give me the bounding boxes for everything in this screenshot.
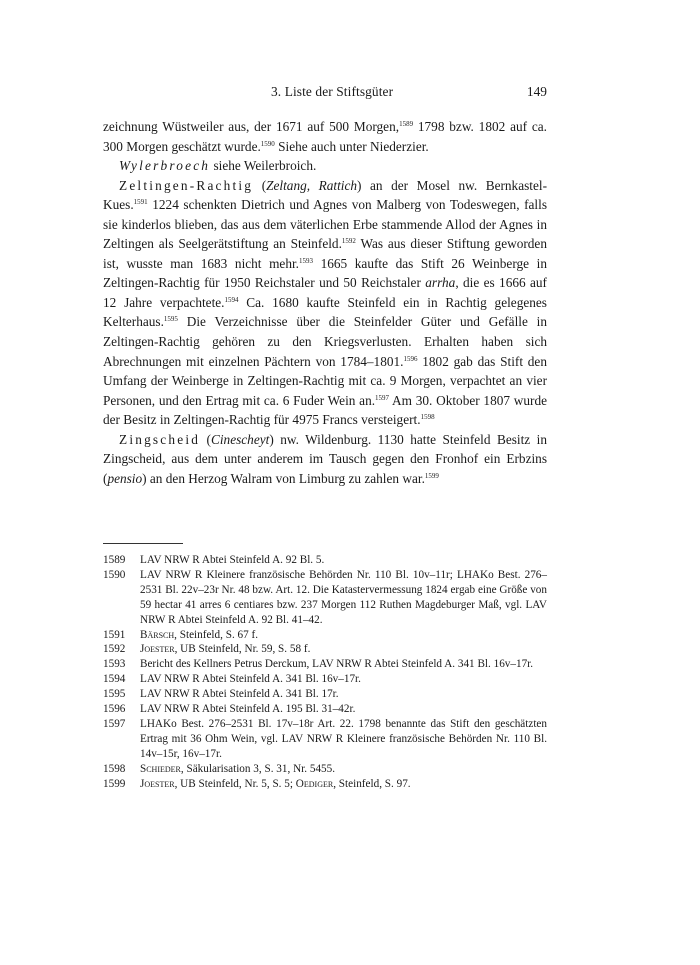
footnote-number: 1597 bbox=[103, 717, 126, 730]
paragraph-zeltingen-rachtig: Zeltingen-Rachtig (Zeltang, Rattich) an der Mosel nw. Bernkastel-Kues.$^{1591}$ 1224 schenkten Dietrich und Agnes von Malberg von Todeswegen, falls sie kinderlos blieben, das aus dem väterlichen Erbe stammende Allod der Agnes in Zeltingen als Seelgerätstiftung an Steinfeld.$^{1592}$ Was aus dieser Stiftung geworden ist, wusste man 1683 nicht mehr.$^{1593}$ 1665 kaufte das Stift 26 Weinberge in Zeltingen-Rachtig für 1950 Reichstaler und 50 Reichstaler arrha, die es 1666 auf 12 Jahre verpachtete.$^{1594}$ Ca. 1680 kaufte Steinfeld ein in Rachtig gelegenes Kelterhaus.$^{1595}$ Die Verzeichnisse über die Steinfelder Güter und Gefälle in Zeltingen-Rachtig gehören zu den Kriegsverlusten. Erhalten haben sich Abrechnungen mit einzelnen Pächtern von 1784–1801.$^{1596}$ 1802 gab das Stift den Umfang der Weinberge in Zeltingen-Rachtig mit ca. 9 Morgen, verpachtet an vier Personen, und den Ertrag mit ca. 6 Fuder Wein an.$^{1597}$ Am 30. Oktober 1807 wurde der Besitz in Zeltingen-Rachtig für 4975 Francs versteigert.$^{1598}$ bbox=[103, 177, 547, 428]
footnote-number: 1593 bbox=[103, 658, 126, 671]
footnote: 1591 Bärsch, Steinfeld, S. 67 f. bbox=[103, 628, 259, 641]
footnote: 1589 LAV NRW R Abtei Steinfeld A. 92 Bl. 5. bbox=[103, 554, 325, 566]
footnote-number: 1589 bbox=[103, 554, 126, 566]
footnote-number: 1591 bbox=[103, 628, 126, 641]
footnote-number: 1590 bbox=[103, 568, 126, 581]
entry-heading: Zeltingen-Rachtig bbox=[119, 177, 254, 193]
page-number: 149 bbox=[526, 84, 547, 99]
footnote-ref[interactable]: 1596 bbox=[403, 354, 418, 363]
footnote: 1597 LHAKo Best. 276–2531 Bl. 17v–18r Art. 22. 1798 benannte das Stift den geschätzten Ertrag mit 36 Ohm Wein, vgl. LAV NRW R Kleinere französische Behörden Nr. 110 Bl. 14v–15r, 16v–17r. bbox=[103, 717, 547, 760]
author-name: Joester bbox=[140, 643, 175, 656]
author-name: Joester bbox=[140, 777, 175, 790]
running-title: 3. Liste der Stiftsgüter bbox=[271, 84, 394, 99]
footnote: 1598 Schieder, Säkularisation 3, S. 31, Nr. 5455. bbox=[103, 762, 336, 775]
paragraph-wuestweiler: zeichnung Wüstweiler aus, der 1671 auf 500 Morgen,$^{1589}$ 1798 bzw. 1802 auf ca. 300 Morgen geschätzt wurde.$^{1590}$ Siehe auch unter Niederzier. bbox=[103, 119, 547, 154]
footnote-divider bbox=[103, 543, 183, 544]
footnote-ref[interactable]: 1590 bbox=[260, 139, 275, 148]
footnote-ref[interactable]: 1593 bbox=[299, 256, 314, 265]
footnote-ref[interactable]: 1591 bbox=[133, 198, 148, 207]
entry-heading: Wylerbroech bbox=[119, 158, 211, 174]
footnote-number: 1592 bbox=[103, 643, 126, 656]
footnote: 1596 LAV NRW R Abtei Steinfeld A. 195 Bl. 31–42r. bbox=[103, 703, 356, 716]
footnote-ref[interactable]: 1589 bbox=[399, 120, 414, 128]
footnote-number: 1599 bbox=[103, 777, 126, 790]
footnote-number: 1596 bbox=[103, 703, 126, 716]
footnote-ref[interactable]: 1594 bbox=[224, 295, 239, 304]
page-header bbox=[103, 84, 547, 104]
author-name: Oediger bbox=[295, 777, 334, 790]
footnotes bbox=[103, 553, 547, 792]
footnote-number: 1595 bbox=[103, 688, 126, 701]
footnote-number: 1598 bbox=[103, 762, 126, 775]
footnote-ref[interactable]: 1595 bbox=[163, 315, 178, 324]
paragraph-zingscheid: Zingscheid (Cinescheyt) nw. Wildenburg. 1130 hatte Steinfeld Besitz in Zingscheid, aus dem unter anderem im Tausch gegen den Fronhof ein Erbzins (pensio) an den Herzog Walram von Limburg zu zahlen war.$^{1599}$ bbox=[103, 431, 547, 486]
paragraph-wylerbroech: Wylerbroech siehe Weilerbroich. bbox=[119, 158, 317, 174]
author-name: Bärsch bbox=[140, 628, 175, 641]
footnote: 1590 LAV NRW R Kleinere französische Behörden Nr. 110 Bl. 10v–11r; LHAKo Best. 276–2531 Bl. 22v–23r Nr. 48 bzw. Art. 12. Die Katastervermessung 1824 ergab eine Größe von 59 hectar 41 arres 6 centiares bzw. 237 Morgen 112 Ruthen Magdeburger Maß, vgl. LAV NRW R Abtei Steinfeld A. 92 Bl. 41–42. bbox=[103, 568, 547, 626]
author-name: Schieder bbox=[140, 762, 181, 775]
main-text bbox=[103, 117, 547, 488]
footnote: 1593 Bericht des Kellners Petrus Derckum, LAV NRW R Abtei Steinfeld A. 341 Bl. 16v–17r. bbox=[103, 658, 534, 671]
footnote-ref[interactable]: 1599 bbox=[424, 471, 439, 480]
footnote: 1595 LAV NRW R Abtei Steinfeld A. 341 Bl. 17r. bbox=[103, 688, 339, 701]
footnote: 1592 Joester, UB Steinfeld, Nr. 59, S. 58 f. bbox=[103, 643, 311, 656]
footnote-ref[interactable]: 1592 bbox=[341, 237, 356, 246]
footnote: 1599 Joester, UB Steinfeld, Nr. 5, S. 5; Oediger, Steinfeld, S. 97. bbox=[103, 777, 411, 790]
footnote-number: 1594 bbox=[103, 673, 126, 686]
footnote-ref[interactable]: 1597 bbox=[375, 393, 390, 402]
footnote: 1594 LAV NRW R Abtei Steinfeld A. 341 Bl. 16v–17r. bbox=[103, 673, 361, 686]
entry-heading: Zingscheid bbox=[119, 431, 201, 447]
footnote-ref[interactable]: 1598 bbox=[420, 413, 435, 422]
